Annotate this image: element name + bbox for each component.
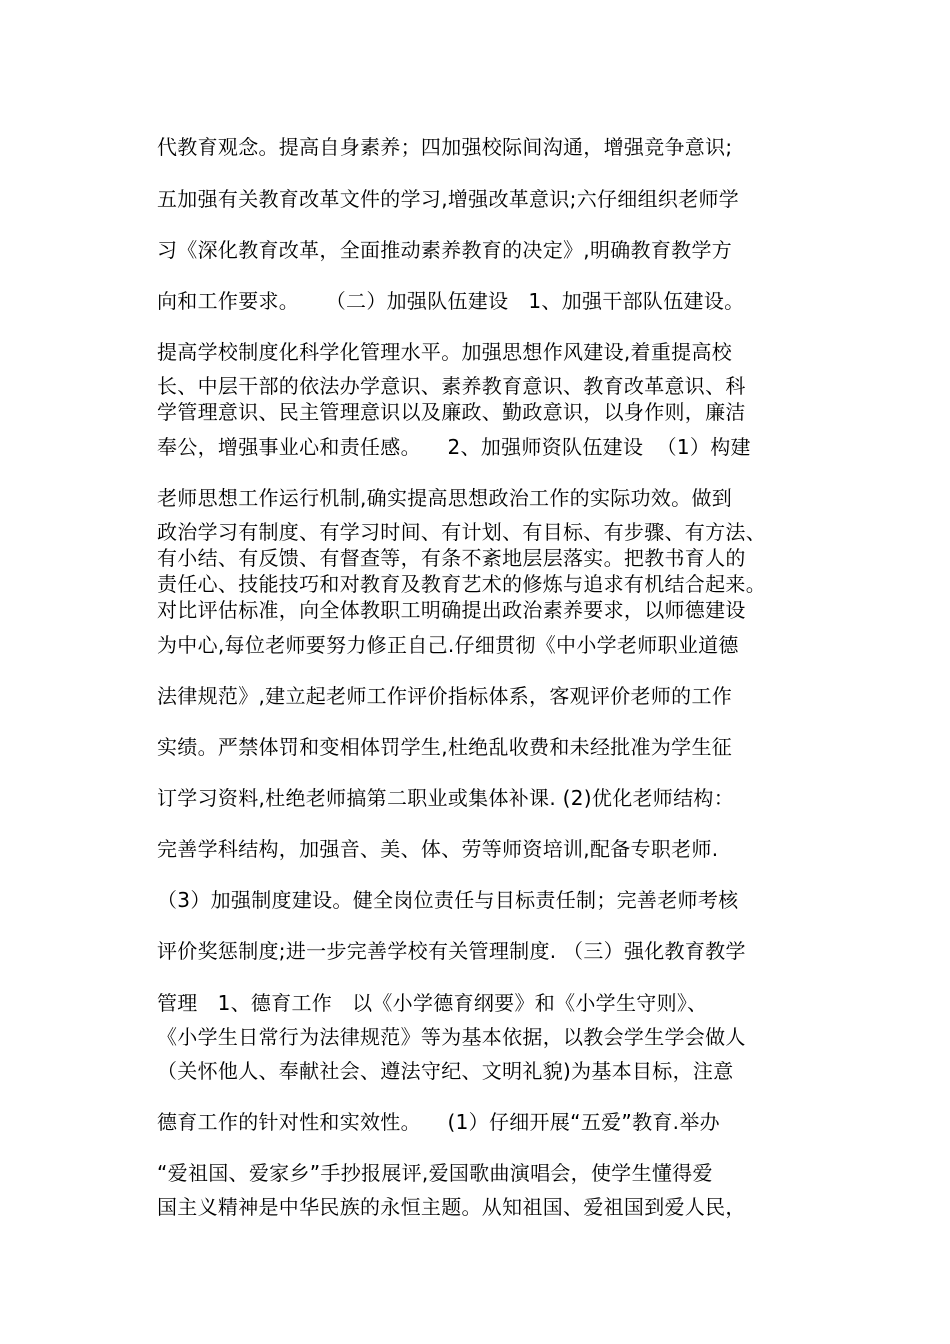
text-line: 法律规范》,建立起老师工作评价指标体系，客观评价老师的工作 — [157, 684, 733, 708]
text-line: 老师思想工作运行机制,确实提高思想政治工作的实际功效。做到 — [157, 486, 733, 510]
text-line: 代教育观念。提高自身素养；四加强校际间沟通，增强竞争意识; — [157, 135, 733, 159]
text-line: 责任心、技能技巧和对教育及教育艺术的修炼与追求有机结合起来。 — [157, 572, 766, 596]
text-line: 管理 1、德育工作 以《小学德育纲要》和《小学生守则》、 — [157, 991, 708, 1015]
text-line: 国主义精神是中华民族的永恒主题。从知祖国、爱祖国到爱人民， — [157, 1195, 746, 1219]
text-line: 长、中层干部的依法办学意识、素养教育意识、教育改革意识、科 — [157, 374, 746, 398]
text-line: 实绩。严禁体罚和变相体罚学生,杜绝乱收费和未经批准为学生征 — [157, 735, 733, 759]
text-line: 五加强有关教育改革文件的学习,增强改革意识;六仔细组织老师学 — [157, 187, 740, 211]
text-line: 评价奖惩制度;进一步完善学校有关管理制度. （三）强化教育教学 — [157, 939, 746, 963]
text-line: （关怀他人、奉献社会、遵法守纪、文明礼貌)为基本目标，注意 — [157, 1059, 734, 1083]
text-line: 政治学习有制度、有学习时间、有计划、有目标、有步骤、有方法、 — [157, 520, 766, 544]
text-line: 完善学科结构，加强音、美、体、劳等师资培训,配备专职老师. — [157, 837, 719, 861]
text-line: 向和工作要求。 （二）加强队伍建设 1、加强干部队伍建设。 — [157, 289, 745, 313]
text-line: （3）加强制度建设。健全岗位责任与目标责任制；完善老师考核 — [157, 888, 739, 912]
text-line: 奉公，增强事业心和责任感。 2、加强师资队伍建设 （1）构建 — [157, 435, 751, 459]
text-line: 德育工作的针对性和实效性。 (1）仔细开展“五爱”教育.举办 — [157, 1110, 720, 1134]
text-line: 订学习资料,杜绝老师搞第二职业或集体补课. (2)优化老师结构： — [157, 786, 735, 810]
text-line: “爱祖国、爱家乡”手抄报展评,爱国歌曲演唱会，使学生懂得爱 — [157, 1161, 713, 1185]
text-line: 有小结、有反馈、有督查等，有条不紊地层层落实。把教书育人的 — [157, 546, 746, 570]
text-line: 《小学生日常行为法律规范》等为基本依据，以教会学生学会做人 — [157, 1025, 746, 1049]
text-line: 提高学校制度化科学化管理水平。加强思想作风建设,着重提高校 — [157, 340, 733, 364]
text-line: 习《深化教育改革，全面推动素养教育的决定》,明确教育教学方 — [157, 238, 733, 262]
text-line: 为中心,每位老师要努力修正自己.仔细贯彻《中小学老师职业道德 — [157, 633, 739, 657]
text-line: 对比评估标准，向全体教职工明确提出政治素养要求，以师德建设 — [157, 598, 746, 622]
text-line: 学管理意识、民主管理意识以及廉政、勤政意识，以身作则，廉洁 — [157, 400, 746, 424]
